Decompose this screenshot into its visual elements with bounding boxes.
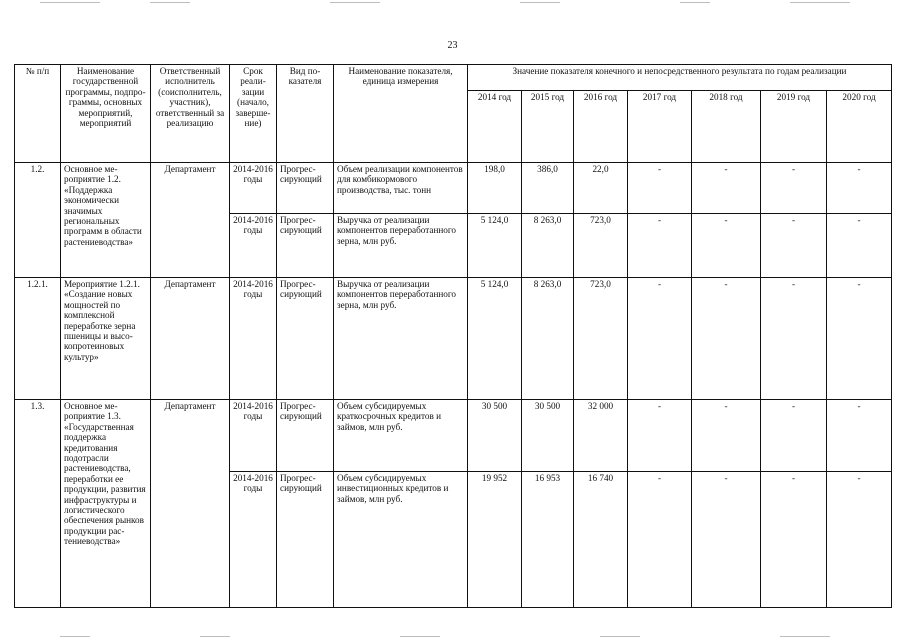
program-name: Мероприятие 1.2.1. «Создание новых мощностей по комплексной переработке зерна пшеницы и высокопротеиновых культур» — [61, 278, 151, 400]
program-name: Основное мероприятие 1.3. «Государственная поддержка кредитования подотрасли растениеводства, переработки ее продукции, развития инфраструктуры и логистического обеспечения рынков продукции растениеводства» — [61, 400, 151, 608]
responsible: Департамент — [151, 278, 230, 400]
value-cell: - — [692, 472, 761, 608]
value-cell: - — [692, 400, 761, 472]
value-cell: - — [628, 163, 692, 214]
indicator-type: Прогрессирующий — [277, 278, 334, 400]
term: 2014-2016 годы — [230, 472, 277, 608]
value-cell: 5 124,0 — [468, 214, 522, 278]
scan-line — [780, 636, 830, 637]
value-cell: 8 263,0 — [522, 214, 574, 278]
value-cell: 19 952 — [468, 472, 522, 608]
header-term: Срок реализации (начало, завершение) — [230, 65, 277, 163]
value-cell: - — [628, 278, 692, 400]
scan-line — [790, 2, 850, 3]
indicator-type: Прогрессирующий — [277, 214, 334, 278]
value-cell: 22,0 — [574, 163, 628, 214]
table-row — [15, 400, 892, 472]
value-cell: - — [692, 163, 761, 214]
value-cell: 30 500 — [522, 400, 574, 472]
indicator-type: Прогрессирующий — [277, 163, 334, 214]
value-cell: 5 124,0 — [468, 278, 522, 400]
indicator-name: Объем субсидируемых инвестиционных кредитов и займов, млн руб. — [334, 472, 468, 608]
header-responsible: Ответственный исполнитель (соисполнитель, участник), ответственный за реализацию — [151, 65, 230, 163]
row-number: 1.2.1. — [15, 278, 61, 400]
value-cell: - — [827, 163, 892, 214]
value-cell: - — [761, 278, 827, 400]
value-cell: 32 000 — [574, 400, 628, 472]
header-year: 2019 год — [761, 91, 827, 163]
header-indicator-type: Вид показателя — [277, 65, 334, 163]
header-num: № п/п — [15, 65, 61, 163]
table-row — [15, 163, 892, 214]
value-cell: - — [827, 214, 892, 278]
header-values-group: Значение показателя конечного и непосредственного результата по годам реализации — [468, 65, 892, 91]
responsible: Департамент — [151, 400, 230, 608]
value-cell: - — [827, 472, 892, 608]
header-year: 2020 год — [827, 91, 892, 163]
indicator-type: Прогрессирующий — [277, 472, 334, 608]
header-year: 2014 год — [468, 91, 522, 163]
value-cell: - — [827, 400, 892, 472]
scan-line — [600, 636, 640, 637]
value-cell: - — [692, 278, 761, 400]
value-cell: 16 740 — [574, 472, 628, 608]
header-year: 2017 год — [628, 91, 692, 163]
scan-line — [60, 636, 90, 637]
value-cell: - — [761, 163, 827, 214]
scan-line — [330, 2, 380, 3]
indicator-name-text: Объем реализации компонентов для комбикормового производства, тыс. тонн — [337, 164, 463, 195]
value-cell: - — [827, 278, 892, 400]
scan-line — [680, 2, 710, 3]
value-cell: 8 263,0 — [522, 278, 574, 400]
header-year: 2018 год — [692, 91, 761, 163]
row-number: 1.2. — [15, 163, 61, 278]
term: 2014-2016 годы — [230, 214, 277, 278]
scan-line — [400, 636, 440, 637]
header-year: 2016 год — [574, 91, 628, 163]
value-cell: - — [761, 214, 827, 278]
scan-line — [150, 2, 190, 3]
value-cell: - — [761, 472, 827, 608]
responsible: Департамент — [151, 163, 230, 278]
scan-line — [40, 2, 100, 3]
program-name: Основное мероприятие 1.2. «Поддержка экономически значимых региональных программ в области растениеводства» — [61, 163, 151, 278]
value-cell: - — [761, 400, 827, 472]
scan-line — [200, 636, 230, 637]
indicator-name: Выручка от реализации компонентов переработанного зерна, млн руб. — [334, 278, 468, 400]
header-year: 2015 год — [522, 91, 574, 163]
value-cell: - — [628, 214, 692, 278]
table-row — [15, 278, 892, 400]
header-program: Наименование государственной программы, подпрограммы, основных мероприятий, мероприятий — [61, 65, 151, 163]
indicator-type: Прогрессирующий — [277, 400, 334, 472]
value-cell: - — [628, 400, 692, 472]
value-cell: 16 953 — [522, 472, 574, 608]
term: 2014-2016 годы — [230, 400, 277, 472]
indicator-name: Объем субсидируемых краткосрочных кредитов и займов, млн руб. — [334, 400, 468, 472]
indicator-name — [334, 163, 468, 214]
value-cell: 198,0 — [468, 163, 522, 214]
page-number: 23 — [447, 40, 458, 51]
indicator-name: Выручка от реализации компонентов переработанного зерна, млн руб. — [334, 214, 468, 278]
value-cell: - — [692, 214, 761, 278]
value-cell: 30 500 — [468, 400, 522, 472]
term: 2014-2016 годы — [230, 163, 277, 214]
row-number: 1.3. — [15, 400, 61, 608]
term: 2014-2016 годы — [230, 278, 277, 400]
value-cell: 723,0 — [574, 214, 628, 278]
value-cell: 386,0 — [522, 163, 574, 214]
header-indicator-name: Наименование показателя, единица измерения — [334, 65, 468, 163]
value-cell: - — [628, 472, 692, 608]
scan-line — [520, 2, 560, 3]
indicators-table — [14, 64, 892, 608]
value-cell: 723,0 — [574, 278, 628, 400]
